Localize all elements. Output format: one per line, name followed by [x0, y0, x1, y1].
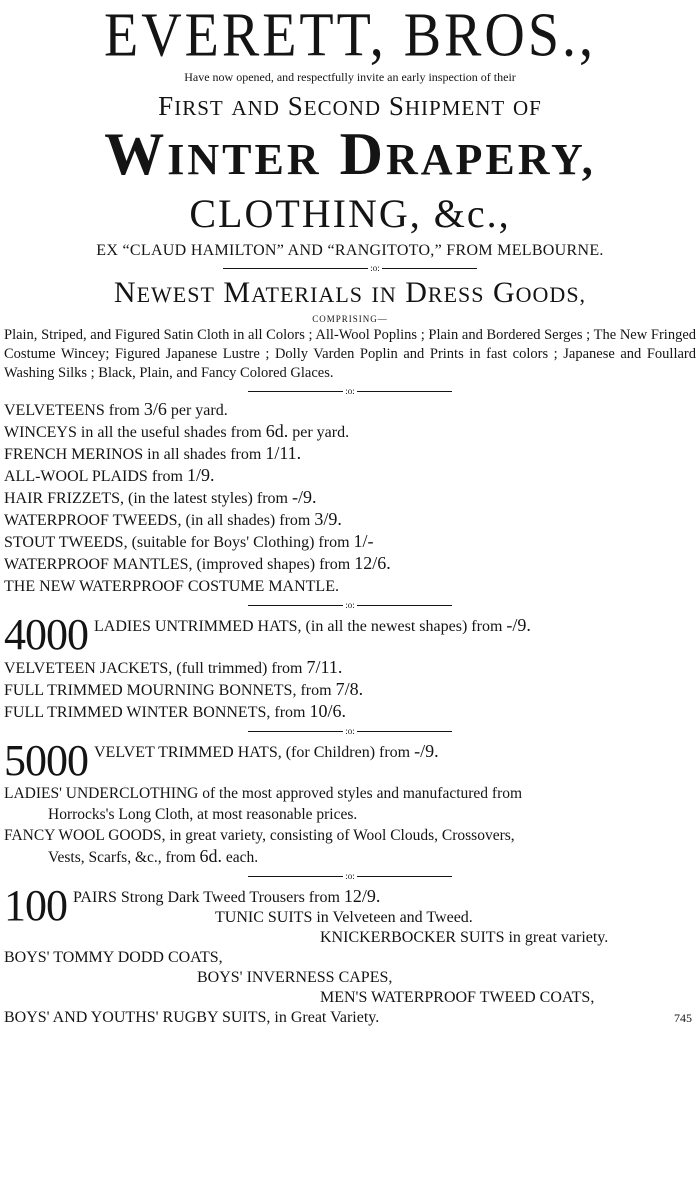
shipment-s2: S	[388, 91, 405, 121]
list-item: WINCEYS in all the useful shades from 6d. per yard.	[4, 421, 350, 441]
list-item: FRENCH MERINOS in all shades from 1/11.	[4, 443, 302, 463]
list-item: FULL TRIMMED WINTER BONNETS, from 10/6.	[4, 701, 346, 721]
shipment-and: AND	[231, 96, 280, 120]
list-item: WATERPROOF MANTLES, (improved shapes) from 12/6.	[4, 553, 391, 573]
shipment-f: F	[158, 91, 175, 121]
separator-rule: :o:	[0, 600, 700, 610]
winter-inter: INTER	[167, 135, 322, 184]
list-item: STOUT TWEEDS, (suitable for Boys' Clothing) from 1/-	[4, 531, 374, 551]
underclothing-item: LADIES' UNDERCLOTHING of the most approved styles and manufactured from Horrocks's Long Cloth, at most reasonable prices.	[4, 785, 523, 823]
list-item: FULL TRIMMED MOURNING BONNETS, from 7/8.	[4, 679, 364, 699]
ladies-hats-line: 4000 LADIES UNTRIMMED HATS, (in all the newest shapes) from -/9.	[4, 610, 531, 659]
list-item: THE NEW WATERPROOF COSTUME MANTLE.	[4, 578, 339, 595]
comprising-label: COMPRISING—	[312, 314, 388, 324]
tommy-dodd-line: BOYS' TOMMY DODD COATS,	[4, 949, 223, 966]
page-number: 745	[674, 1011, 692, 1025]
price-list-1	[0, 399, 700, 597]
list-item: WATERPROOF TWEEDS, (in all shades) from 3/9.	[4, 509, 342, 529]
velvet-quantity: 5000	[4, 736, 88, 785]
separator-rule: :o:	[0, 263, 700, 273]
winter-d: D	[339, 121, 386, 187]
separator-rule: :o:	[0, 386, 700, 396]
separator-rule: :o:	[0, 871, 700, 881]
list-item: VELVETEENS from 3/6 per yard.	[4, 399, 228, 419]
shipment-s: S	[287, 91, 304, 121]
list-item: ALL-WOOL PLAIDS from 1/9.	[4, 465, 215, 485]
price-list-2	[0, 657, 700, 723]
rugby-suits-line: BOYS' AND YOUTHS' RUGBY SUITS, in Great Variety. 745	[4, 1009, 692, 1026]
trousers-line: 100 PAIRS Strong Dark Tweed Trousers from 12/9.	[4, 881, 381, 930]
tunic-suits-line: TUNIC SUITS in Velveteen and Tweed.	[215, 909, 473, 926]
shipment-heading	[0, 91, 700, 122]
shipment-irst: IRST	[174, 96, 224, 120]
shipping-origin-line: EX “CLAUD HAMILTON” AND “RANGITOTO,” FROM MELBOURNE.	[96, 242, 604, 259]
winter-w: W	[104, 121, 168, 187]
winter-drapery-heading	[0, 121, 700, 190]
shipment-hipment: HIPMENT	[404, 96, 506, 120]
hats-quantity: 4000	[4, 610, 88, 659]
mens-coats-line: MEN'S WATERPROOF TWEED COATS,	[320, 989, 595, 1006]
trousers-quantity: 100	[4, 881, 67, 930]
wool-goods-item: FANCY WOOL GOODS, in great variety, consisting of Wool Clouds, Crossovers, Vests, Scarfs, &c., from 6d. each.	[4, 827, 515, 866]
shipment-of: OF	[512, 96, 542, 120]
clothing-heading: CLOTHING, &c.,	[189, 191, 511, 236]
velvet-hats-line: 5000 VELVET TRIMMED HATS, (for Children) from -/9.	[4, 736, 439, 785]
dress-goods-paragraph: Plain, Striped, and Figured Satin Cloth in all Colors ; All-Wool Poplins ; Plain and Bordered Serges ; The New Fringed Costume Wincey; Figured Japanese Lustre ; Dolly Varden Poplin and Prints in fast colors ; Japanese and Foullard Washing Silks ; Black, Plain, and Fancy Colored Glaces.	[4, 327, 696, 381]
announcement-line: Have now opened, and respectfully invite an early inspection of their	[184, 70, 516, 84]
list-item: VELVETEEN JACKETS, (full trimmed) from 7/11.	[4, 657, 343, 677]
inverness-line: BOYS' INVERNESS CAPES,	[197, 969, 393, 986]
shipment-econd: ECOND	[303, 96, 382, 120]
knickerbocker-line: KNICKERBOCKER SUITS in great variety.	[320, 929, 609, 946]
firm-name: EVERETT, BROS.,	[104, 0, 596, 71]
separator-rule: :o:	[0, 726, 700, 736]
dress-goods-heading: NEWEST MATERIALS IN DRESS GOODS,	[113, 276, 587, 309]
winter-rapery: RAPERY,	[385, 135, 596, 184]
list-item: HAIR FRIZZETS, (in the latest styles) from -/9.	[4, 487, 317, 507]
